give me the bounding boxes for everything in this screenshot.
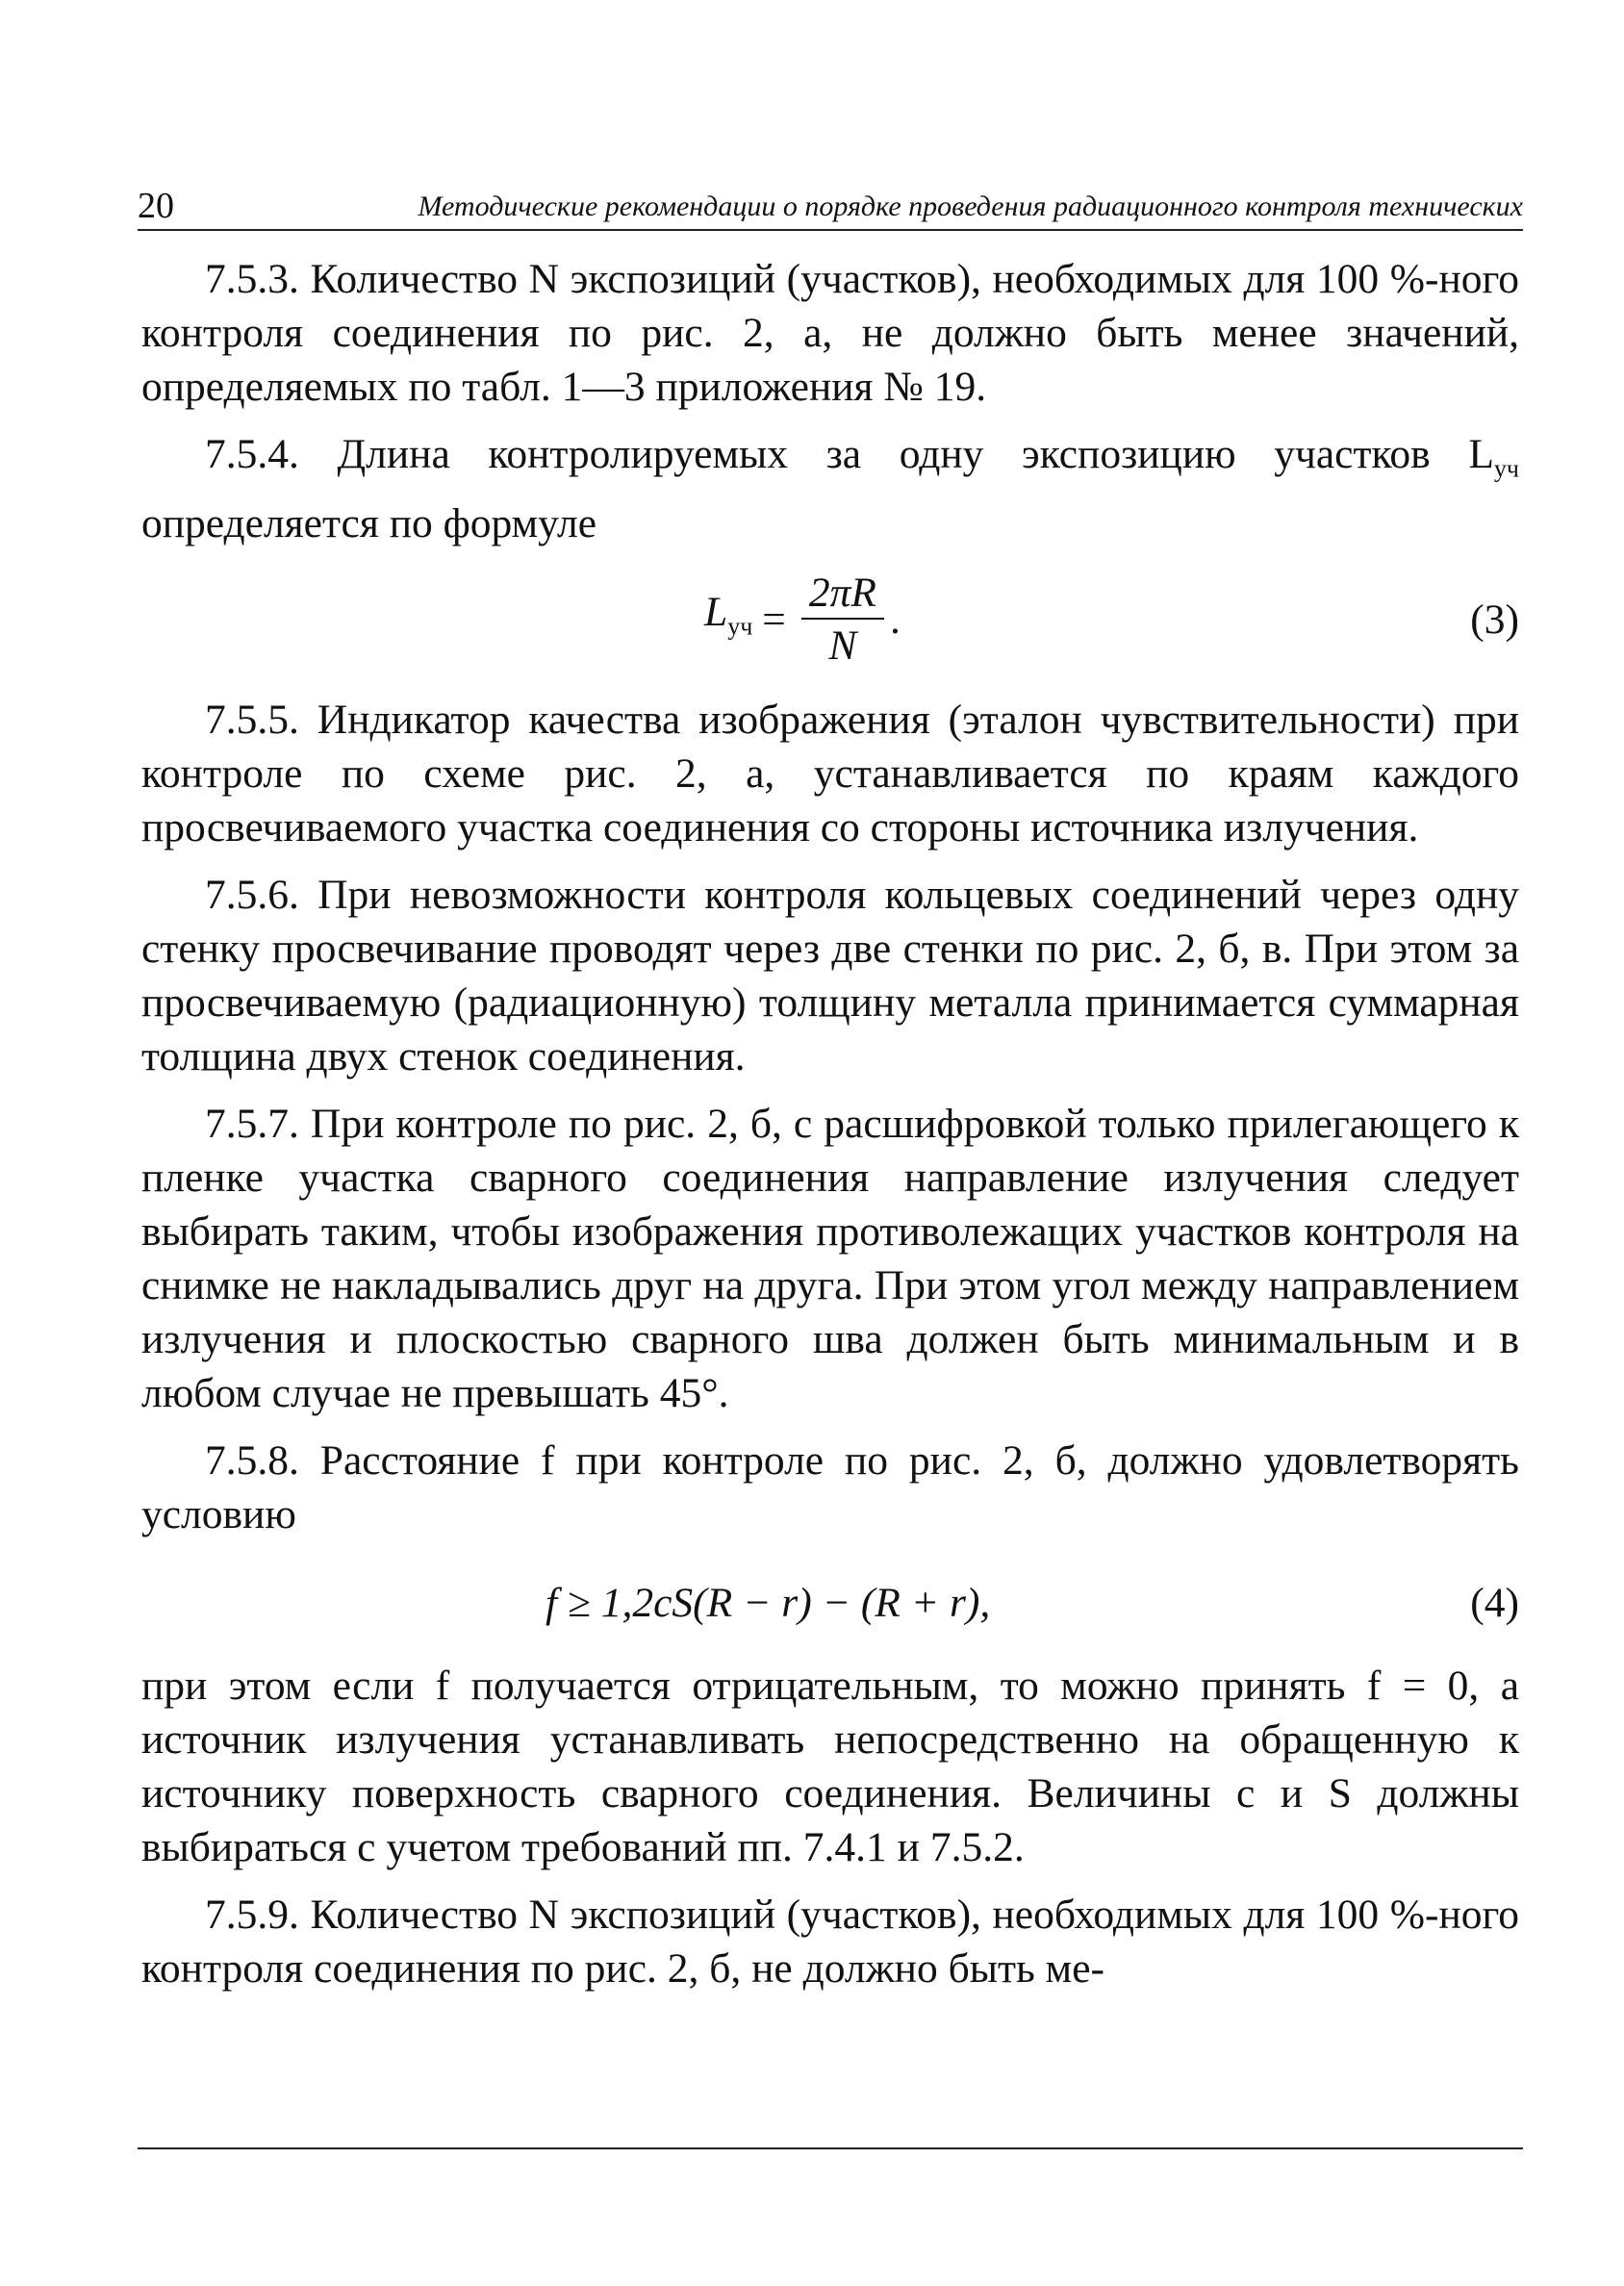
paragraph-7-5-9: 7.5.9. Количество N экспозиций (участков), необходимых для 100 %-ного контроля соединения по рис. 2, б, не должно быть ме- (141, 1891, 1519, 1992)
paragraph-7-5-5: 7.5.5. Индикатор качества изображения (эталон чувствительности) при контроле по схеме рис. 2, а, устанавливается по краям каждого просвечиваемого участка соединения со стороны источника излучения. (141, 696, 1519, 851)
page-number: 20 (138, 186, 174, 226)
paragraph-7-5-4-subscript: уч (1493, 454, 1519, 483)
formula-3-equals: = (762, 596, 786, 643)
formula-4-number: (4) (1470, 1579, 1519, 1626)
formula-3-line (141, 560, 1519, 679)
formula-3-lhs-symbol: L (704, 588, 728, 635)
formula-3 (704, 560, 901, 679)
running-title: Методические рекомендации о порядке проведения радиационного контроля технических (418, 190, 1523, 222)
page-header (138, 181, 1523, 231)
formula-3-number: (3) (1470, 596, 1519, 643)
formula-3-tail: . (889, 596, 901, 643)
paragraph-7-5-8: 7.5.8. Расстояние f при контроле по рис. 2, б, должно удовлетворять условию (141, 1436, 1519, 1537)
formula-3-denominator: N (828, 622, 857, 669)
formula-3-fraction (801, 568, 884, 672)
body-text (141, 252, 1519, 1995)
paragraph-7-5-4 (141, 427, 1519, 550)
formula-3-lhs-subscript: уч (727, 612, 753, 641)
paragraph-7-5-4-text-b: определяется по формуле (141, 499, 597, 546)
formula-3-lhs (704, 585, 752, 654)
footer-divider (138, 2147, 1523, 2149)
formula-4-line (141, 1562, 1519, 1649)
paragraph-7-5-8-continuation: при этом если f получается отрицательным, то можно принять f = 0, а источник излучения устанавливать непосредственно на обращенную к источнику поверхность сварного соединения. Величины c и S должны выбираться с учетом требований пп. 7.4.1 и 7.5.2. (141, 1662, 1519, 1870)
paragraph-7-5-6: 7.5.6. При невозможности контроля кольцевых соединений через одну стенку просвечивание проводят через две стенки по рис. 2, б, в. При этом за просвечиваемую (радиационную) толщину металла принимается суммарная толщина двух стенок соединения. (141, 871, 1519, 1080)
paragraph-7-5-7: 7.5.7. При контроле по рис. 2, б, с расшифровкой только прилегающего к пленке участка сварного соединения направление излучения следует выбирать таким, чтобы изображения противолежащих участков контроля на снимке не накладывались друг на друга. При этом угол между направлением излучения и плоскостью сварного шва должен быть минимальным и в любом случае не превышать 45°. (141, 1100, 1519, 1416)
paragraph-7-5-3: 7.5.3. Количество N экспозиций (участков), необходимых для 100 %-ного контроля соединения по рис. 2, а, не должно быть менее значений, определяемых по табл. 1—3 приложения № 19. (141, 256, 1519, 410)
formula-4: f ≥ 1,2cS(R − r) − (R + r), (546, 1579, 991, 1626)
formula-3-numerator: 2πR (801, 568, 884, 620)
paragraph-7-5-4-text-a: 7.5.4. Длина контролируемых за одну экспозицию участков L (205, 431, 1494, 477)
